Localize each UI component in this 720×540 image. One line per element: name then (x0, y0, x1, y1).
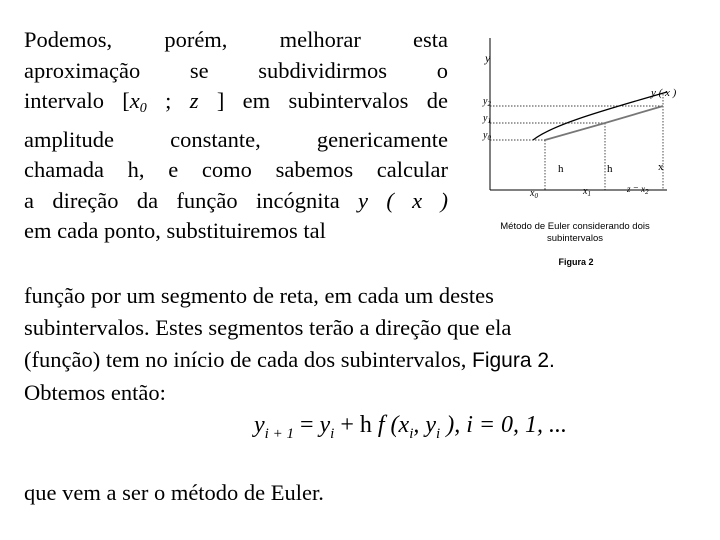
y0-label: $y_0$ (483, 130, 491, 142)
curve-label: y ( x ) (651, 87, 677, 99)
intro-line-6a: a direção da função incógnita (24, 187, 359, 213)
y-axis-label: y (485, 51, 491, 65)
formula-open: (x (384, 412, 410, 438)
formula-x-sub: i (409, 426, 414, 442)
intro-line-4: amplitude constante, genericamente (24, 126, 448, 152)
body-line-3 (24, 344, 704, 377)
euler-formula (254, 412, 567, 443)
x0-label: $x_0$ (530, 188, 538, 200)
intro-line-3a: intervalo [ (24, 88, 130, 113)
x2-label: $z = x_2$ (627, 184, 649, 196)
interval-z: z (189, 88, 199, 113)
formula-y: y (319, 412, 331, 438)
conclusion-text: que vem a ser o método de Euler. (24, 480, 324, 505)
interval-x: x (129, 88, 140, 113)
figure-reference: Figura 2. (472, 349, 555, 372)
y1-label: $y_1$ (483, 113, 491, 125)
intro-line-6 (24, 186, 448, 217)
body-paragraph (24, 280, 704, 409)
interval-x-sub: 0 (139, 101, 147, 116)
y2-label: $y_2$ (483, 96, 491, 108)
h1-label: h (558, 163, 564, 175)
figure-caption-line2: subintervalos (547, 233, 603, 244)
body-line-3a: (função) tem no início de cada dos subintervalos, (24, 347, 472, 372)
formula-f: f (377, 412, 385, 438)
euler-figure (455, 30, 720, 270)
formula-plus: + h (334, 412, 378, 438)
interval-sep: ; (146, 88, 190, 113)
intro-line-7: em cada ponto, substituiremos tal (24, 218, 326, 243)
x1-label: $x_1$ (583, 186, 591, 198)
h2-label: h (607, 163, 613, 175)
function-yx: y ( x ) (358, 187, 448, 213)
formula-lhs: y (254, 412, 265, 438)
intro-line-3 (24, 86, 448, 125)
formula-tail: ), i = 0, 1, ... (440, 412, 568, 438)
body-line-2: subintervalos. Estes segmentos terão a direção que ela (24, 315, 512, 340)
intro-line-2: aproximação se subdividirmos o (24, 57, 448, 83)
formula-comma: , y (413, 412, 437, 438)
intro-line-5: chamada h, e como sabemos calcular (24, 157, 448, 182)
formula-y-sub: i (330, 426, 335, 442)
exact-curve (533, 92, 667, 140)
body-line-4: Obtemos então: (24, 380, 166, 405)
intro-paragraph (24, 25, 448, 247)
figure-number: Figura 2 (558, 257, 594, 267)
body-line-1: função por um segmento de reta, em cada um destes (24, 283, 494, 308)
x-axis-label: x (658, 161, 664, 173)
formula-y2-sub: i (436, 426, 441, 442)
intro-line-1: Podemos, porém, melhorar esta (24, 27, 448, 52)
formula-eq: = (293, 412, 320, 438)
formula-lhs-sub: i + 1 (264, 426, 294, 442)
intro-line-3b: ] em subintervalos de (198, 88, 448, 113)
figure-caption-line1: Método de Euler considerando dois (500, 221, 650, 232)
